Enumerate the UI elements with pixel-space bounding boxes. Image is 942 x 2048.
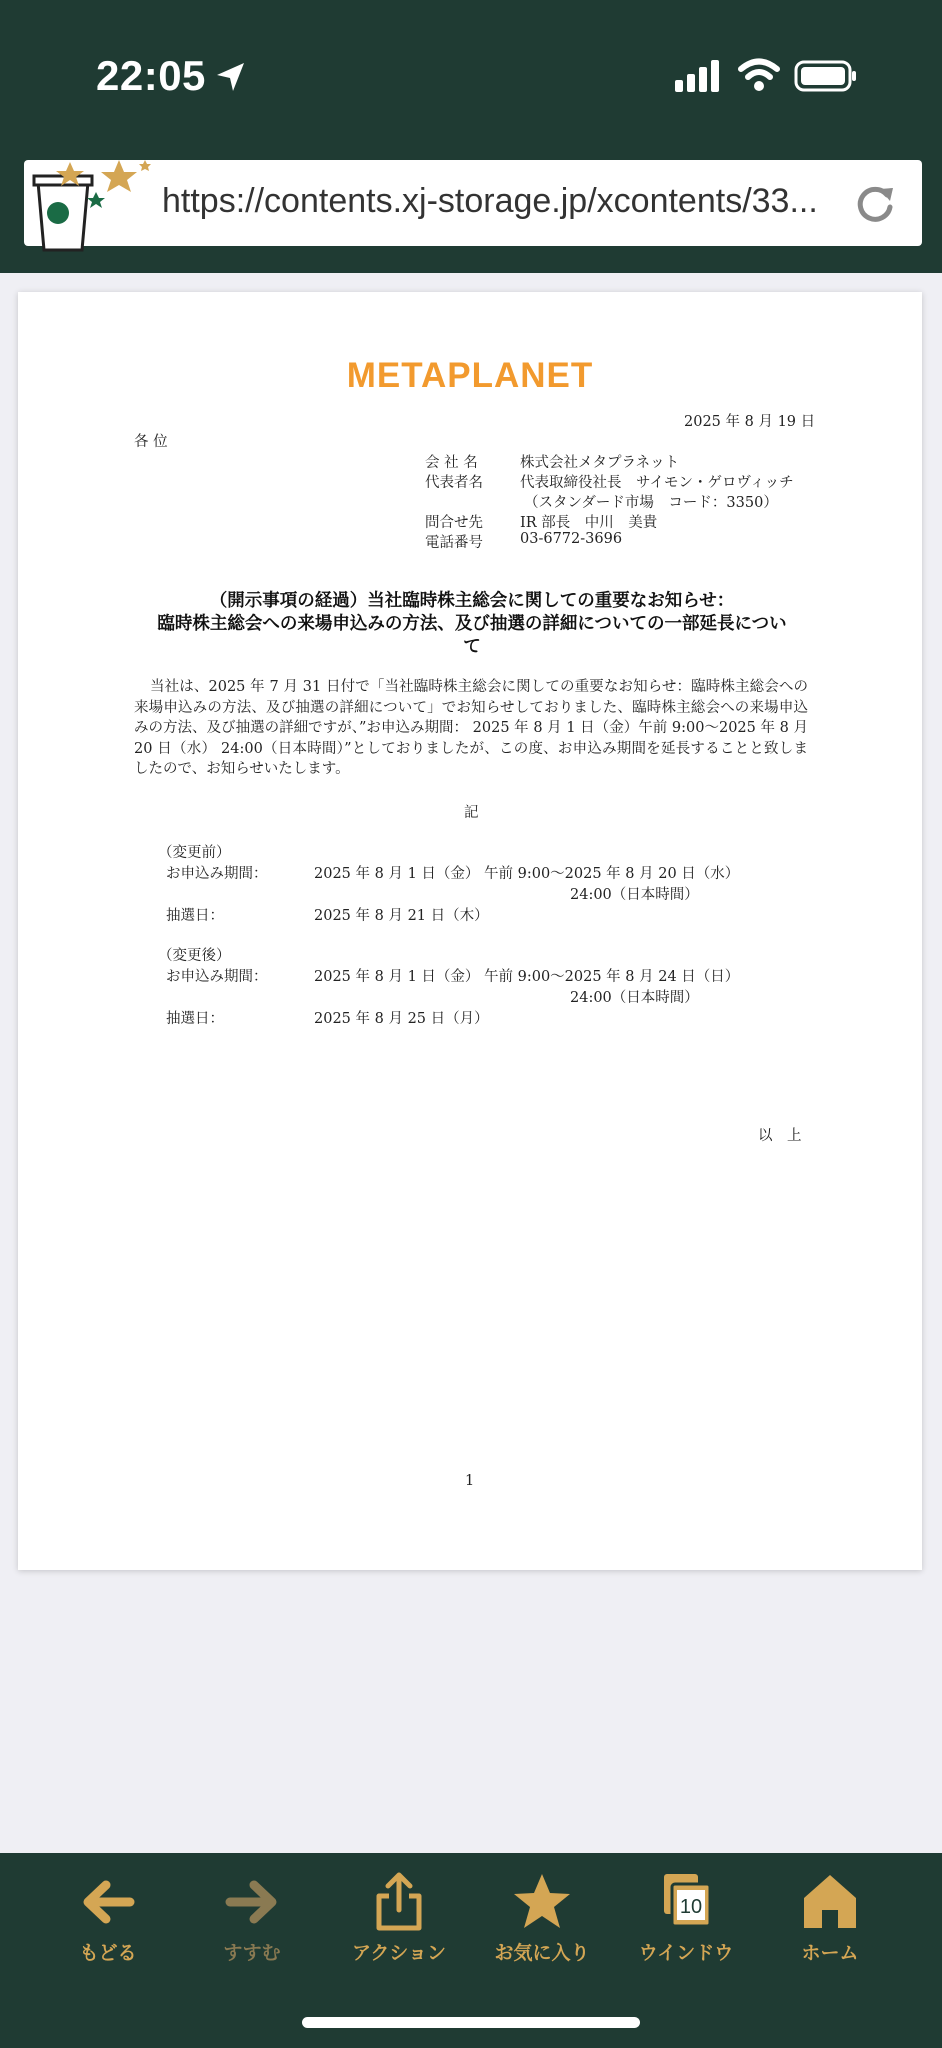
title-line-1: （開示事項の経過）当社臨時株主総会に関しての重要なお知らせ： (209, 591, 735, 611)
addressee: 各 位 (134, 434, 168, 450)
representative-label: 代表者名 (425, 475, 483, 491)
before-period-label: お申込み期間： (166, 866, 268, 882)
market-code: （スタンダード市場 コード：3350） (524, 495, 778, 511)
url-text[interactable]: https://contents.xj-storage.jp/xcontents/33... (162, 182, 818, 220)
action-button[interactable] (339, 1872, 459, 1965)
window-count: 10 (679, 1896, 703, 1918)
after-lottery: 2025 年 8 月 25 日（月） (314, 1011, 489, 1027)
after-period-cont: 24:00（日本時間） (570, 990, 699, 1006)
contact: IR 部長 中川 美貴 (520, 515, 658, 531)
contact-label: 問合せ先 (425, 515, 483, 531)
svg-text:METAPLANET: METAPLANET (346, 356, 594, 394)
company-logo (330, 352, 610, 394)
after-period-label: お申込み期間： (166, 969, 268, 985)
location-arrow-icon (214, 60, 248, 94)
windows-label: ウインドウ (638, 1942, 734, 1964)
home-indicator[interactable] (302, 2017, 640, 2028)
ki-mark: 記 (464, 805, 479, 821)
before-heading: （変更前） (158, 845, 231, 861)
home-button[interactable] (770, 1872, 890, 1965)
before-lottery: 2025 年 8 月 21 日（木） (314, 908, 489, 924)
after-period: 2025 年 8 月 1 日（金） 午前 9:00〜2025 年 8 月 24 日（日） (314, 969, 740, 985)
forward-arrow-icon (222, 1872, 282, 1932)
star-icon (512, 1872, 572, 1932)
page-number: 1 (465, 1473, 475, 1489)
app-logo-icon (30, 158, 155, 253)
company-name: 株式会社メタプラネット (520, 455, 680, 471)
before-period-cont: 24:00（日本時間） (570, 887, 699, 903)
phone: 03-6772-3696 (520, 531, 623, 547)
forward-label: すすむ (223, 1942, 281, 1964)
phone-label: 電話番号 (425, 535, 483, 551)
after-lottery-label: 抽選日： (166, 1011, 224, 1027)
title-line-3: て (463, 637, 481, 657)
closing-mark: 以 上 (758, 1128, 802, 1144)
wifi-icon (738, 58, 780, 92)
representative: 代表取締役社長 サイモン・ゲロヴィッチ (520, 475, 794, 491)
before-lottery-label: 抽選日： (166, 908, 224, 924)
back-label: もどる (79, 1942, 137, 1964)
document-date: 2025 年 8 月 19 日 (684, 414, 816, 430)
reload-icon[interactable] (854, 183, 896, 225)
status-time: 22:05 (96, 52, 206, 99)
title-line-2: 臨時株主総会への来場申込みの方法、及び抽選の詳細についての一部延長につい (157, 614, 787, 634)
windows-button[interactable] (626, 1872, 746, 1965)
windows-icon (656, 1872, 716, 1932)
favorites-button[interactable] (482, 1872, 602, 1965)
share-icon (369, 1872, 429, 1932)
before-period: 2025 年 8 月 1 日（金） 午前 9:00〜2025 年 8 月 20 日（水） (314, 866, 740, 882)
document-title (132, 590, 812, 659)
home-icon (800, 1872, 860, 1932)
after-heading: （変更後） (158, 948, 231, 964)
company-name-label: 会 社 名 (425, 455, 478, 471)
back-button[interactable] (48, 1872, 168, 1965)
document-body: 当社は、2025 年 7 月 31 日付で「当社臨時株主総会に関しての重要なお知らせ：臨時株主総会への来場申込みの方法、及び抽選の詳細について」でお知らせしておりました、臨時株主総会への来場申込みの方法、及び抽選の詳細ですが、”お申込み期間： 2025 年 8 月 1 日（金）午前 9:00〜2025 年 8 月 20 日（水） 24:00（日本時間）”としておりましたが、この度、お申込み期間を延長することと致しましたので、お知らせいたします。 (134, 679, 808, 777)
battery-icon (794, 60, 858, 92)
favorites-label: お気に入り (494, 1942, 590, 1964)
forward-button[interactable] (192, 1872, 312, 1965)
cellular-signal-icon (675, 60, 721, 92)
back-arrow-icon (78, 1872, 138, 1932)
home-label: ホーム (801, 1942, 859, 1964)
action-label: アクション (351, 1942, 447, 1964)
